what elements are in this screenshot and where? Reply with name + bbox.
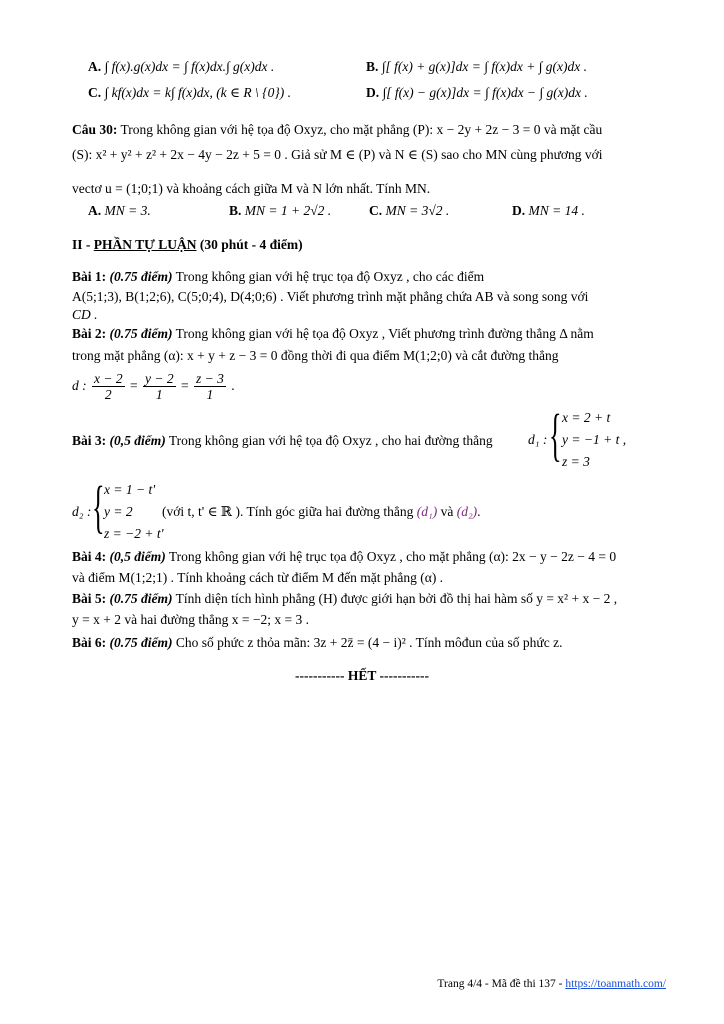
- footer-link[interactable]: https://toanmath.com/: [565, 978, 666, 990]
- fraction-y: [143, 371, 176, 402]
- q30-option-d: [512, 202, 585, 220]
- q30-line-2: [72, 146, 666, 164]
- d2-brace-icon: {: [92, 474, 105, 539]
- problem-points: (0.75 điểm): [106, 635, 173, 650]
- bai3-line-2: [162, 504, 481, 520]
- period: .: [477, 504, 481, 519]
- question-text: Trong không gian với hệ tọa độ Oxyz, cho mặt phẳng (P): x − 2y + 2z − 3 = 0 và mặt cầu: [117, 122, 603, 137]
- bai6-line-1: [72, 634, 666, 652]
- option-text: MN = 3√2 .: [382, 203, 450, 218]
- option-text: MN = 1 + 2√2 .: [241, 203, 332, 218]
- d1-ref: (d₁): [416, 504, 438, 519]
- bai1-line-1: [72, 268, 666, 286]
- problem-text: y = x + 2 và hai đường thẳng x = −2; x = 3 .: [72, 612, 310, 627]
- problem-text: Cho số phức z thỏa mãn: 3z + 2z̄ = (4 − i)² . Tính môđun của số phức z.: [172, 635, 563, 650]
- problem-points: (0.75 điểm): [106, 591, 173, 606]
- problem-label: Bài 3:: [72, 433, 107, 448]
- fraction-den: 2: [104, 387, 112, 403]
- section-suffix: (30 phút - 4 điểm): [196, 237, 303, 252]
- question-text: vectơ u = (1;0;1) và khoảng cách giữa M và N lớn nhất. Tính MN.: [72, 181, 431, 196]
- d2-x: x = 1 − t': [104, 482, 156, 497]
- q29-option-d: [366, 84, 588, 102]
- option-text: MN = 3.: [101, 203, 151, 218]
- problem-text: Trong không gian với hệ tọa độ Oxyz , Viết phương trình đường thẳng Δ nằm: [172, 326, 594, 341]
- problem-text: và điểm M(1;2;1) . Tính khoảng cách từ điểm M đến mặt phẳng (α) .: [72, 570, 444, 585]
- problem-text: Trong không gian với hệ trục tọa độ Oxyz , cho các điểm: [172, 269, 485, 284]
- option-letter: A.: [88, 59, 102, 74]
- option-text: MN = 14 .: [525, 203, 585, 218]
- d2-y: y = 2: [104, 504, 133, 519]
- d1-z: z = 3: [562, 454, 590, 469]
- bai3-line-1: [72, 432, 493, 450]
- problem-label: Bài 2:: [72, 326, 107, 341]
- fraction-num: z − 3: [195, 371, 224, 387]
- option-text: ∫ kf(x)dx = k∫ f(x)dx, (k ∈ R \ {0}) .: [104, 85, 291, 100]
- end-mark: ----------- HẾT -----------: [295, 668, 429, 683]
- problem-points: (0.75 điểm): [106, 269, 173, 284]
- d1-x: x = 2 + t: [562, 410, 611, 425]
- problem-points: (0,5 điểm): [106, 549, 166, 564]
- bai1-line-2: [72, 288, 666, 306]
- fraction-num: y − 2: [144, 371, 174, 387]
- option-letter: D.: [512, 203, 526, 218]
- problem-text: (với t, t' ∈ ℝ ). Tính góc giữa hai đường thẳng: [162, 504, 414, 519]
- option-letter: C.: [88, 85, 102, 100]
- problem-text: trong mặt phẳng (α): x + y + z − 3 = 0 đồng thời đi qua điểm M(1;2;0) và cắt đường thẳng: [72, 348, 559, 363]
- q30-option-b: [229, 202, 331, 220]
- bai5-line-2: [72, 611, 666, 629]
- problem-label: Bài 4:: [72, 549, 107, 564]
- option-letter: A.: [88, 203, 102, 218]
- bai2-line-2: [72, 347, 666, 365]
- bai2-line-1: [72, 325, 666, 343]
- problem-label: Bài 6:: [72, 635, 107, 650]
- q29-option-c: [88, 84, 291, 102]
- q30-line-3: [72, 180, 666, 198]
- fraction-num: x − 2: [94, 371, 123, 387]
- option-letter: B.: [366, 59, 379, 74]
- footer-text: Trang 4/4 - Mã đề thi 137 -: [437, 978, 566, 990]
- problem-label: Bài 5:: [72, 591, 107, 606]
- problem-points: (0,5 điểm): [106, 433, 166, 448]
- and-word: và: [437, 504, 457, 519]
- d2-label: d₂ :: [72, 504, 92, 519]
- section-heading: [72, 236, 666, 254]
- problem-text: Trong không gian với hệ tọa độ Oxyz , cho hai đường thẳng: [165, 433, 493, 448]
- option-text: ∫[ f(x) − g(x)]dx = ∫ f(x)dx − ∫ g(x)dx .: [382, 85, 588, 100]
- question-label: Câu 30:: [72, 122, 118, 137]
- option-text: ∫[ f(x) + g(x)]dx = ∫ f(x)dx + ∫ g(x)dx .: [381, 59, 587, 74]
- d1-brace-icon: {: [549, 402, 562, 467]
- fraction-den: 1: [206, 387, 214, 403]
- bai5-line-1: [72, 590, 666, 608]
- q30-option-a: [88, 202, 151, 220]
- d1-label: d₁ :: [528, 432, 548, 447]
- bai1-line-3: [72, 306, 666, 324]
- equals-sign: =: [129, 378, 138, 393]
- equals-sign: =: [180, 378, 189, 393]
- fraction-x: [92, 371, 125, 402]
- line-d-prefix: d :: [72, 378, 87, 393]
- fraction-z: [194, 371, 226, 402]
- problem-text: Trong không gian với hệ trục tọa độ Oxyz , cho mặt phẳng (α): 2x − y − 2z − 4 = 0: [165, 549, 617, 564]
- problem-text: CD .: [72, 307, 98, 322]
- option-letter: C.: [369, 203, 383, 218]
- q29-option-b: [366, 58, 587, 76]
- page-footer: [437, 978, 666, 990]
- period: .: [231, 378, 235, 393]
- d2-z: z = −2 + t': [104, 526, 164, 541]
- d1-y: y = −1 + t ,: [562, 432, 627, 447]
- section-title: PHẦN TỰ LUẬN: [93, 237, 197, 252]
- d2-ref: (d₂): [456, 504, 478, 519]
- option-letter: B.: [229, 203, 242, 218]
- q29-option-a: [88, 58, 274, 76]
- bai4-line-2: [72, 569, 666, 587]
- fraction-den: 1: [155, 387, 163, 403]
- problem-label: Bài 1:: [72, 269, 107, 284]
- option-text: ∫ f(x).g(x)dx = ∫ f(x)dx.∫ g(x)dx .: [104, 59, 275, 74]
- q30-option-c: [369, 202, 449, 220]
- problem-points: (0.75 điểm): [106, 326, 173, 341]
- problem-text: A(5;1;3), B(1;2;6), C(5;0;4), D(4;0;6) . Viết phương trình mặt phẳng chứa AB và song song với: [72, 289, 589, 304]
- option-letter: D.: [366, 85, 380, 100]
- problem-text: Tính diện tích hình phẳng (H) được giới hạn bởi đồ thị hai hàm số y = x² + x − 2 ,: [172, 591, 618, 606]
- section-prefix: II -: [72, 237, 94, 252]
- bai2-line-equation: [72, 370, 666, 402]
- q30-line-1: [72, 121, 666, 139]
- bai4-line-1: [72, 548, 666, 566]
- question-text: (S): x² + y² + z² + 2x − 4y − 2z + 5 = 0 . Giả sử M ∈ (P) và N ∈ (S) sao cho MN cùng phương với: [72, 147, 603, 162]
